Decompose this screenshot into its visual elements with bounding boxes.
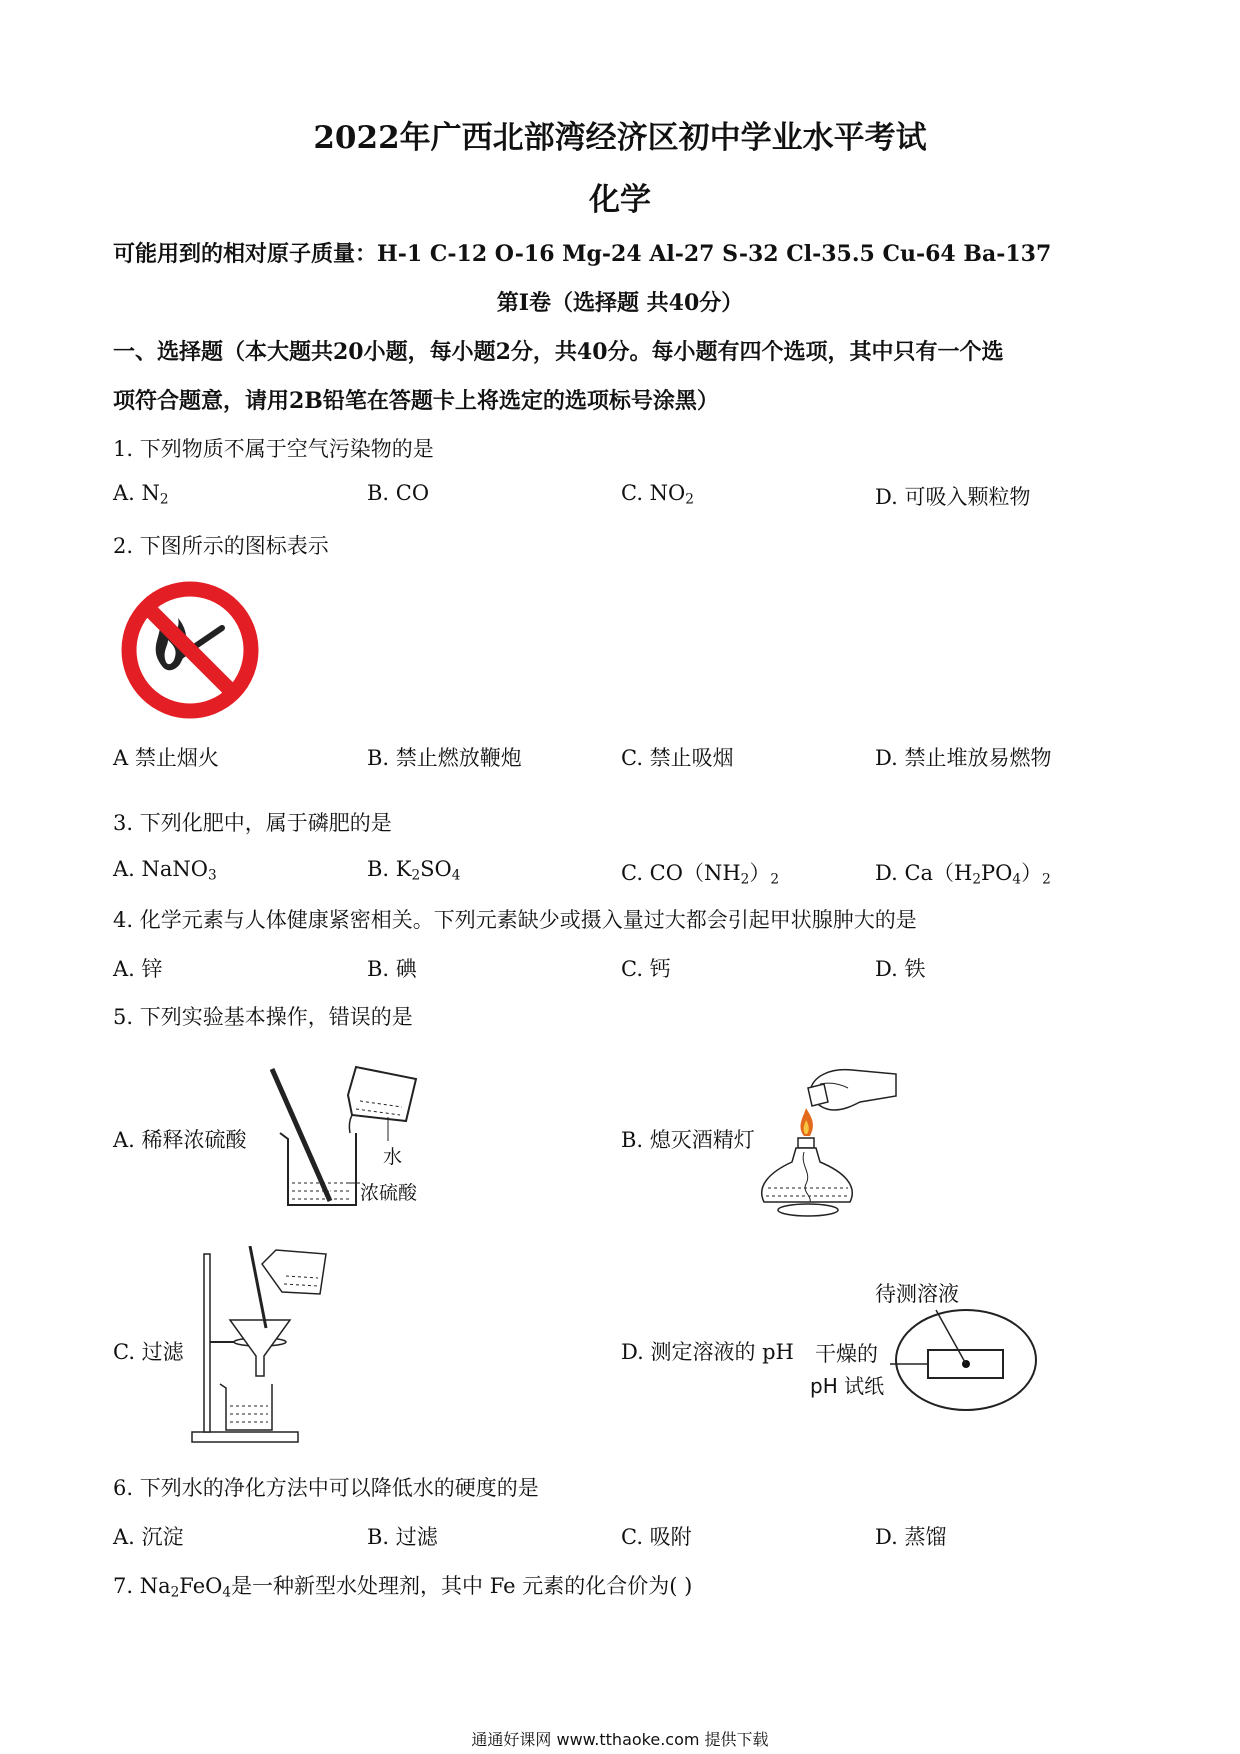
question-3-stem: 3. 下列化肥中，属于磷肥的是 xyxy=(113,811,392,835)
question-6-option-d: D. 蒸馏 xyxy=(875,1525,947,1549)
atomic-masses: 可能用到的相对原子质量：H-1 C-12 O-16 Mg-24 Al-27 S-32 Cl-35.5 Cu-64 Ba-137 xyxy=(113,241,1052,267)
question-3-option-a: A. NaNO$_3$ xyxy=(113,857,217,884)
alcohol-lamp-illustration xyxy=(760,1062,900,1222)
dilute-acid-illustration xyxy=(270,1065,445,1215)
question-1-option-d: D. 可吸入颗粒物 xyxy=(875,485,1031,509)
question-5-option-c: C. 过滤 xyxy=(113,1340,184,1364)
label-test-solution: 待测溶液 xyxy=(875,1282,959,1306)
question-2-option-a: A 禁止烟火 xyxy=(113,746,219,770)
no-fire-sign-icon xyxy=(118,578,262,722)
question-1-option-b: B. CO xyxy=(367,481,430,505)
question-4-stem: 4. 化学元素与人体健康紧密相关。下列元素缺少或摄入量过大都会引起甲状腺肿大的是 xyxy=(113,908,917,932)
question-6-option-b: B. 过滤 xyxy=(367,1525,438,1549)
question-2-stem: 2. 下图所示的图标表示 xyxy=(113,534,329,558)
question-4-option-c: C. 钙 xyxy=(621,957,671,981)
question-1-option-c: C. $NO_2$ xyxy=(621,481,694,508)
question-1-stem: 1. 下列物质不属于空气污染物的是 xyxy=(113,437,434,461)
instruction-line-1: 一、选择题（本大题共20小题，每小题2分，共40分。每小题有四个选项，其中只有一个选 xyxy=(113,339,1004,365)
section-heading: 第Ⅰ卷（选择题 共40分） xyxy=(496,290,744,316)
subject-title: 化学 xyxy=(589,182,651,218)
question-2-option-d: D. 禁止堆放易燃物 xyxy=(875,746,1052,770)
question-2-option-b: B. 禁止燃放鞭炮 xyxy=(367,746,522,770)
question-2-option-c: C. 禁止吸烟 xyxy=(621,746,734,770)
ph-test-illustration xyxy=(890,1300,1040,1420)
question-3-option-d: D. $Ca(H_2PO_4)_2$ xyxy=(875,861,1051,888)
question-5-option-b: B. 熄灭酒精灯 xyxy=(621,1128,755,1152)
question-4-option-b: B. 碘 xyxy=(367,957,417,981)
question-1-option-a: A. $N_2$ xyxy=(113,481,169,508)
label-water: 水 xyxy=(383,1146,403,1168)
question-5-option-d: D. 测定溶液的 pH xyxy=(621,1340,794,1364)
label-dry: 干燥的 xyxy=(815,1342,878,1366)
question-3-option-c: C. $CO(NH_2)_2$ xyxy=(621,861,780,888)
question-6-stem: 6. 下列水的净化方法中可以降低水的硬度的是 xyxy=(113,1476,539,1500)
question-3-option-b: B. $K_2SO_4$ xyxy=(367,857,461,884)
instruction-line-2: 项符合题意，请用2B铅笔在答题卡上将选定的选项标号涂黑） xyxy=(113,388,719,414)
question-4-option-d: D. 铁 xyxy=(875,957,926,981)
exam-title: 2022年广西北部湾经济区初中学业水平考试 xyxy=(313,120,927,156)
label-ph-paper: pH 试纸 xyxy=(810,1374,885,1398)
footer-watermark: 通通好课网 www.tthaoke.com 提供下载 xyxy=(471,1730,769,1749)
question-6-option-c: C. 吸附 xyxy=(621,1525,692,1549)
question-5-stem: 5. 下列实验基本操作，错误的是 xyxy=(113,1005,413,1029)
label-conc-acid: 浓硫酸 xyxy=(360,1182,418,1204)
question-7-stem: 7. $Na_2FeO_4$是一种新型水处理剂，其中 Fe 元素的化合价为( ) xyxy=(113,1574,693,1601)
question-6-option-a: A. 沉淀 xyxy=(113,1525,184,1549)
question-4-option-a: A. 锌 xyxy=(113,957,163,981)
filtration-illustration xyxy=(190,1246,340,1446)
question-5-option-a: A. 稀释浓硫酸 xyxy=(113,1128,247,1152)
